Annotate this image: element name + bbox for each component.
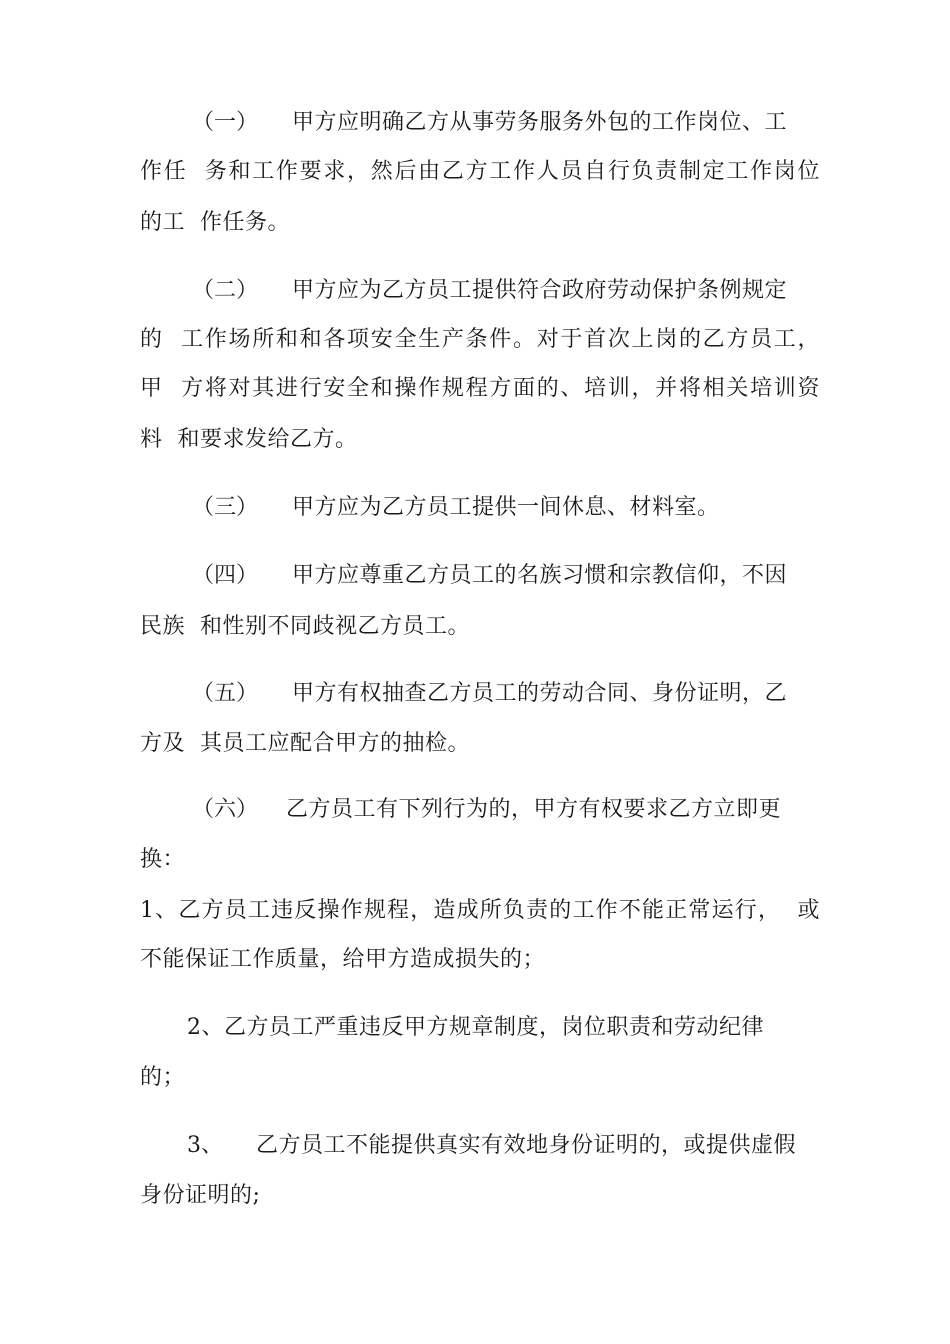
clause-text: 民族 和性别不同歧视乙方员工。 — [140, 614, 470, 639]
list-item-text: 的； — [140, 1065, 186, 1090]
clause-text: 料 和要求发给乙方。 — [140, 427, 358, 452]
clause-marker: （一） — [192, 110, 259, 135]
clause-text: 乙方员工有下列行为的，甲方有权要求乙方立即更 — [286, 797, 782, 822]
clause-marker: （六） — [192, 797, 259, 822]
clause-text: 换： — [140, 847, 186, 872]
clause-text: 甲方应为乙方员工提供符合政府劳动保护条例规定 — [292, 278, 788, 303]
list-item-text: 2、乙方员工严重违反甲方规章制度，岗位职责和劳动纪律 — [187, 1015, 764, 1040]
clause-text: 甲方有权抽查乙方员工的劳动合同、身份证明，乙 — [292, 681, 788, 706]
clause-marker: （四） — [192, 563, 259, 588]
clause-text: 甲方应为乙方员工提供一间休息、材料室。 — [292, 495, 720, 520]
clause-text: 甲方应明确乙方从事劳务服务外包的工作岗位、工 — [292, 110, 788, 135]
list-item-text: 乙方员工不能提供真实有效地身份证明的，或提供虚假 — [256, 1133, 797, 1158]
list-item-marker: 3、 — [187, 1133, 223, 1158]
clause-text: 作任 务和工作要求，然后由乙方工作人员自行负责制定工作岗位 — [140, 159, 820, 184]
clause-marker: （三） — [192, 495, 259, 520]
clause-marker: （五） — [192, 681, 259, 706]
clause-text: 甲 方将对其进行安全和操作规程方面的、培训，并将相关培训资 — [140, 376, 820, 401]
list-item-text: 身份证明的; — [140, 1183, 261, 1208]
clause-text: 方及 其员工应配合甲方的抽检。 — [140, 731, 470, 756]
list-item-text: 不能保证工作质量，给甲方造成损失的； — [140, 947, 546, 972]
clause-text: 甲方应尊重乙方员工的名族习惯和宗教信仰，不因 — [292, 563, 788, 588]
clause-marker: （二） — [192, 278, 259, 303]
list-item-text: 1、乙方员工违反操作规程，造成所负责的工作不能正常运行， 或 — [140, 898, 820, 923]
clause-text: 的 工作场所和和各项安全生产条件。对于首次上岗的乙方员工， — [140, 327, 820, 352]
clause-text: 的工 作任务。 — [140, 210, 290, 235]
